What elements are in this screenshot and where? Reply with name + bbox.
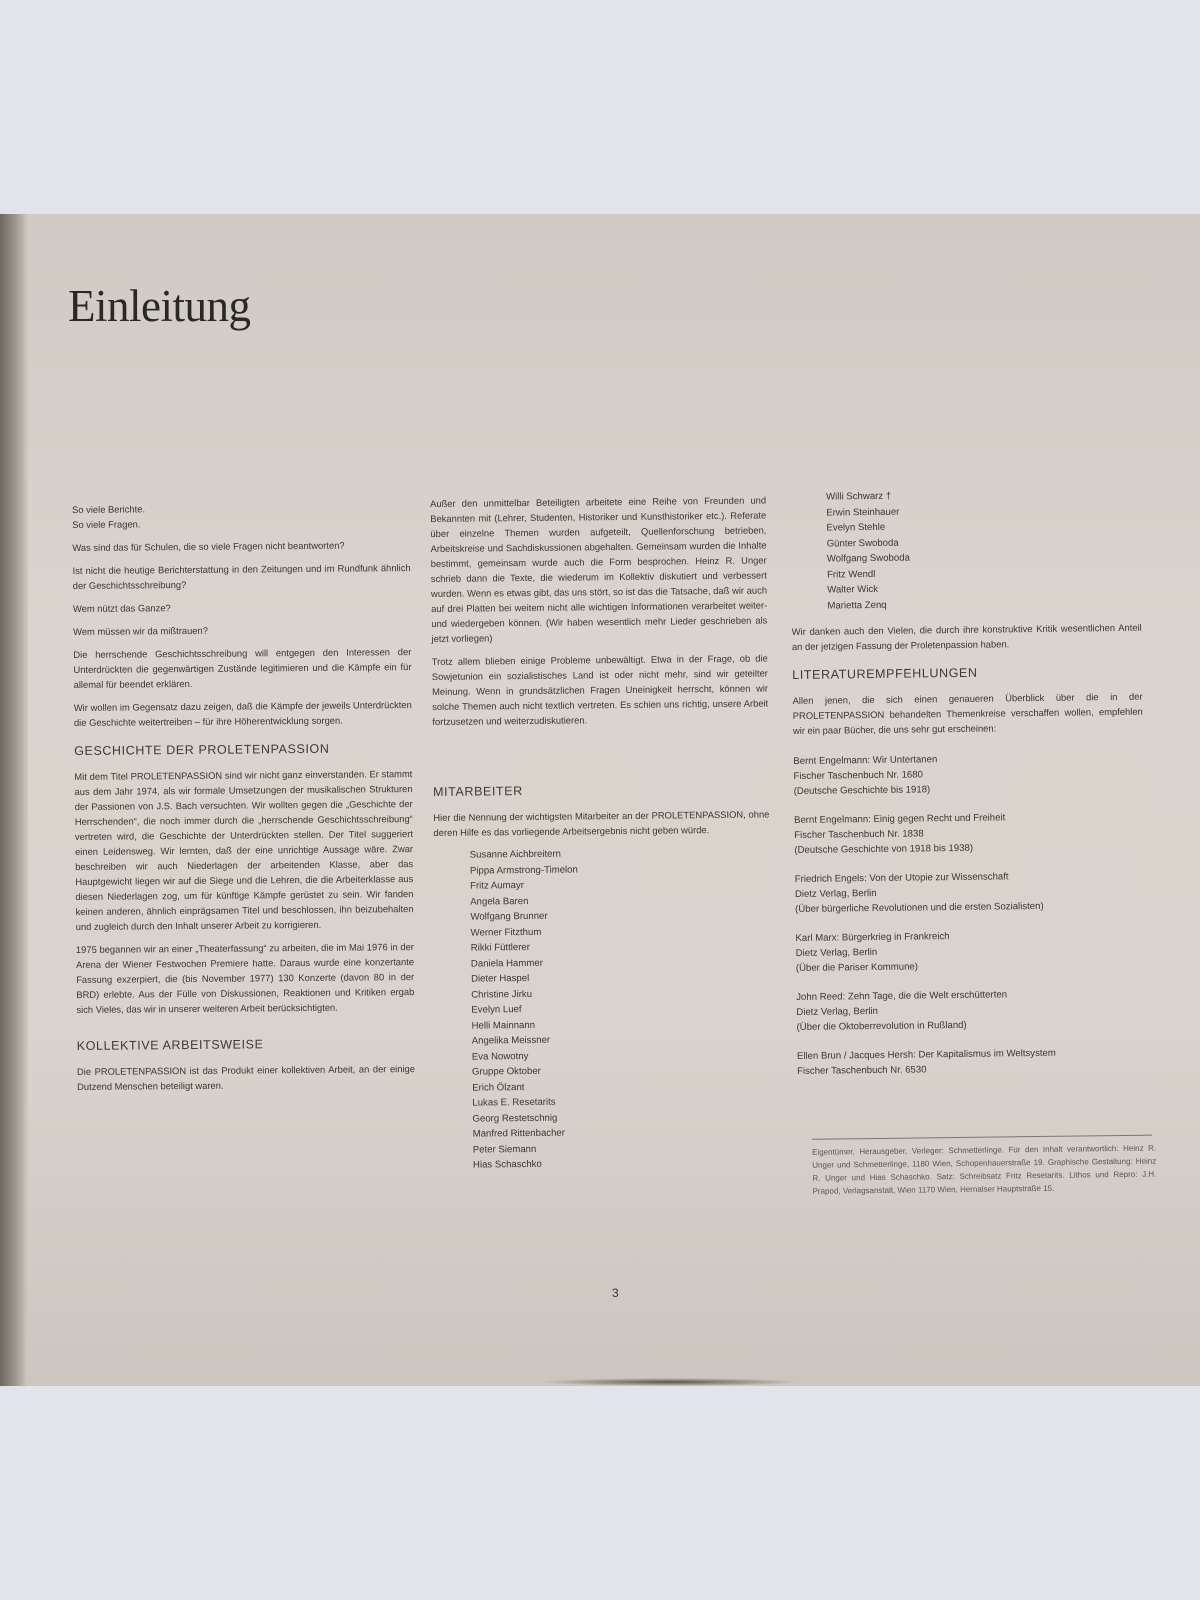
section-heading-geschichte: GESCHICHTE DER PROLETENPASSION bbox=[74, 741, 330, 758]
contributor-name: Manfred Rittenbacher bbox=[472, 1127, 566, 1140]
contributor-name: Daniela Hammer bbox=[470, 957, 543, 970]
contributor-name: Marietta Zenq bbox=[827, 599, 887, 612]
contributor-name: Günter Swoboda bbox=[826, 537, 899, 550]
intro-line: So viele Fragen. bbox=[72, 518, 141, 530]
contributor-name: Georg Restetschnig bbox=[472, 1112, 558, 1125]
literatur-intro: Allen jenen, die sich einen genaueren Überblick über die in der PROLETENPASSION behandelten Themenkreise verschaffen wollen, empfehlen wir ein paar Bücher, die uns sehr gut erscheinen: bbox=[792, 690, 1143, 736]
book-title: Friedrich Engels: Von der Utopie zur Wissenschaft bbox=[794, 871, 1009, 885]
intro-paragraph: Was sind das für Schulen, die so viele Fragen nicht beantworten? bbox=[72, 539, 345, 553]
book-note: (Über die Pariser Kommune) bbox=[795, 961, 919, 974]
page-title: Einleitung bbox=[68, 281, 251, 331]
book-publisher: Dietz Verlag, Berlin bbox=[796, 1005, 879, 1018]
book-publisher: Dietz Verlag, Berlin bbox=[794, 887, 877, 900]
book-title: John Reed: Zehn Tage, die die Welt erschütterten bbox=[796, 989, 1008, 1003]
booklet-page bbox=[0, 214, 1200, 1386]
contributor-name: Wolfgang Brunner bbox=[470, 910, 548, 923]
kollektiv-paragraph: Die PROLETENPASSION ist das Produkt einer kollektiven Arbeit, an der einige Dutzend Menschen beteiligt waren. bbox=[76, 1063, 416, 1092]
contributor-name: Pippa Armstrong-Timelon bbox=[469, 863, 578, 877]
contributor-name: Dieter Haspel bbox=[471, 972, 530, 985]
contributor-name: Hias Schaschko bbox=[472, 1158, 542, 1171]
contributor-list bbox=[470, 844, 773, 1173]
contributor-name: Christine Jirku bbox=[471, 988, 533, 1001]
book-entry bbox=[795, 868, 1146, 917]
intro-paragraph: Wem nützt das Ganze? bbox=[72, 602, 171, 614]
book-publisher: Fischer Taschenbuch Nr. 1838 bbox=[794, 828, 924, 841]
contributor-name: Angela Baren bbox=[470, 895, 529, 908]
book-entry bbox=[797, 1045, 1147, 1079]
book-title: Karl Marx: Bürgerkrieg in Frankreich bbox=[795, 931, 950, 944]
book-publisher: Fischer Taschenbuch Nr. 1680 bbox=[793, 769, 923, 782]
book-entry bbox=[796, 986, 1147, 1035]
book-publisher: Dietz Verlag, Berlin bbox=[795, 946, 878, 959]
contributor-name: Fritz Wendl bbox=[826, 568, 876, 581]
intro-paragraph: Wir wollen im Gegensatz dazu zeigen, daß die Kämpfe der jeweils Unterdrückten die Geschichte weitertreiben – für ihre Höherentwicklung sorgen. bbox=[73, 699, 412, 728]
section-heading-kollektiv: KOLLEKTIVE ARBEITSWEISE bbox=[76, 1037, 264, 1053]
intro-paragraph: Die herrschende Geschichtsschreibung will entgegen den Interessen der Unterdrückten die gegenwärtigen Zustände legitimieren und die Kämpfe ein für allemal für beendet erklären. bbox=[73, 646, 412, 690]
book-title: Bernt Engelmann: Wir Untertanen bbox=[793, 754, 938, 767]
kollektiv-paragraph: Außer den unmittelbar Beteiligten arbeitete eine Reihe von Freunden und Bekannten mit (Lehrer, Studenten, Historiker und Kunsthistoriker etc.). Referate über einzelne Themen wurden aufgeteilt, Quellenforschung betrieben, Arbeitskreise und Sachdiskussionen abgehalten. Gemeinsam wurden die Inhalte bestimmt, gemeinsam wurde auch die Form besprochen. Heinz R. Unger schrieb dann die Texte, die wiederum im Kollektiv diskutiert und verbessert wurden. Wenn es etwas gibt, das uns stört, so ist das die Tatsache, daß wir auch auf drei Platten bei weitem nicht alle wichtigen Informationen verarbeitet weiter- und wiedergeben können. (Wir haben wesentlich mehr Lieder geschrieben als jetzt vorliegen) bbox=[430, 494, 768, 644]
book-entry bbox=[794, 809, 1145, 858]
contributor-name: Walter Wick bbox=[827, 583, 879, 596]
contributor-name: Helli Mainnann bbox=[471, 1019, 536, 1032]
thanks-paragraph: Wir danken auch den Vielen, die durch ihre konstruktive Kritik wesentlichen Anteil an der jetzigen Fassung der Proletenpassion haben. bbox=[791, 621, 1142, 652]
imprint-text: Eigentümer, Herausgeber, Verleger: Schmetterlinge. Für den Inhalt verantwortlich: Heinz R. Unger und Schmetterlinge, 1180 Wien, Schopenhauerstraße 19. Graphische Gestaltung: Heinz R. Unger und Hias Schaschko. Satz: Schreibsatz Fritz Resetarits. Lithos und Repro: J.H. Prapod, Verlagsanstalt, Wien 1170 Wien, Hernalser Hauptstraße 15. bbox=[812, 1143, 1157, 1196]
intro-paragraph: Ist nicht die heutige Berichterstattung in den Zeitungen und im Rundfunk ähnlich der Geschichtsschreibung? bbox=[72, 562, 411, 591]
contributor-name: Peter Siemann bbox=[472, 1143, 537, 1156]
section-heading-mitarbeiter: MITARBEITER bbox=[433, 784, 523, 799]
imprint-divider bbox=[812, 1135, 1152, 1140]
contributor-name: Wolfgang Swoboda bbox=[826, 552, 910, 565]
column-right bbox=[790, 486, 1157, 1198]
book-publisher: Fischer Taschenbuch Nr. 6530 bbox=[797, 1064, 927, 1077]
contributor-name: Eva Nowotny bbox=[471, 1050, 529, 1063]
contributor-name: Rikki Füttlerer bbox=[470, 941, 530, 954]
contributor-name: Angelika Meissner bbox=[471, 1034, 551, 1047]
column-left bbox=[72, 499, 415, 1102]
contributor-name: Lukas E. Resetarits bbox=[472, 1096, 556, 1109]
contributor-name: Susanne Aichbreitern bbox=[469, 848, 562, 861]
contributor-name: Gruppe Oktober bbox=[471, 1065, 541, 1078]
contributor-name: Willi Schwarz † bbox=[826, 490, 892, 503]
contributor-name: Werner Fitzthum bbox=[470, 926, 542, 939]
page-number: 3 bbox=[612, 1286, 619, 1300]
page-shadow bbox=[540, 1378, 800, 1386]
book-title: Bernt Engelmann: Einig gegen Recht und Freiheit bbox=[793, 812, 1006, 826]
book-note: (Über bürgerliche Revolutionen und die ersten Sozialisten) bbox=[795, 900, 1044, 915]
book-note: (Deutsche Geschichte bis 1918) bbox=[793, 784, 931, 797]
book-note: (Deutsche Geschichte von 1918 bis 1938) bbox=[794, 842, 974, 856]
contributor-name: Fritz Aumayr bbox=[470, 880, 524, 892]
column-middle bbox=[430, 492, 773, 1183]
book-entry bbox=[795, 927, 1146, 976]
intro-paragraph: Wem müssen wir da mißtrauen? bbox=[73, 624, 208, 637]
geschichte-paragraph: 1975 begannen wir an einer „Theaterfassung“ zu arbeiten, die im Mai 1976 in der Arena der Wiener Festwochen Premiere hatte. Daraus wurde eine konzertante Fassung exzerpiert, die (bis November 1977) 130 Konzerte (davon 80 in der BRD) erlebte. Aus der Fülle von Diskussionen, Reaktionen und Kritiken ergab sich Vieles, das wir in unserer weiteren Arbeit berücksichtigten. bbox=[75, 941, 415, 1015]
contributor-name: Evelyn Stehle bbox=[826, 521, 886, 534]
intro-line: So viele Berichte. bbox=[72, 503, 146, 515]
book-title: Ellen Brun / Jacques Hersh: Der Kapitalismus im Weltsystem bbox=[796, 1047, 1056, 1062]
mitarbeiter-intro: Hier die Nennung der wichtigsten Mitarbeiter an der PROLETENPASSION, ohne deren Hilfe es das vorliegende Arbeitsergebnis nicht geben würde. bbox=[433, 808, 770, 838]
book-note: (Über die Oktoberrevolution in Rußland) bbox=[796, 1019, 967, 1033]
section-heading-literatur: LITERATUREMPFEHLUNGEN bbox=[792, 665, 978, 682]
contributor-list-continued bbox=[826, 486, 1141, 614]
contributor-name: Evelyn Luef bbox=[471, 1004, 522, 1016]
contributor-name: Erwin Steinhauer bbox=[826, 506, 900, 519]
contributor-name: Erich Ölzant bbox=[472, 1081, 525, 1094]
binding-spine bbox=[0, 214, 28, 1386]
kollektiv-paragraph: Trotz allem blieben einige Probleme unbewältigt. Etwa in der Frage, ob die Sowjetunion ein sozialistisches Land ist oder nicht mehr, sind wir geteilter Meinung. Wenn in grundsätzlichen Fragen Uneinigkeit herrscht, können wir solche Themen auch nicht textlich vertreten. Es schien uns richtig, unsere Arbeit fortzusetzen und weiterzudiskutieren. bbox=[431, 652, 769, 727]
book-entry bbox=[793, 750, 1144, 799]
geschichte-paragraph: Mit dem Titel PROLETENPASSION sind wir nicht ganz einverstanden. Er stammt aus dem Jahr 1974, als wir formale Umsetzungen der musikalischen Strukturen der Passionen von J.S. Bach versuchten. Wir wollten gegen die „Geschichte der Herrschenden“, die noch immer durch die „herrschende Geschichtsschreibung“ vertreten wird, die Geschichte der Unterdrückten stellen. Der Titel suggeriert einen Leidensweg. Wir lernten, daß der eine unrichtige Aussage wäre. Zwar beschreiben wir auch Niederlagen der arbeitenden Klasse, aber das Hauptgewicht liegen wir auf die Siege und die Lehren, die die Arbeiterklasse aus diesen Niederlagen zog, um für künftige Kämpfe gerüstet zu sein. Wir fanden keinen anderen, ähnlich einprägsamen Titel und beschlossen, ihn beizubehalten und zugleich durch den Inhalt unserer Arbeit zu korrigieren. bbox=[74, 768, 414, 932]
